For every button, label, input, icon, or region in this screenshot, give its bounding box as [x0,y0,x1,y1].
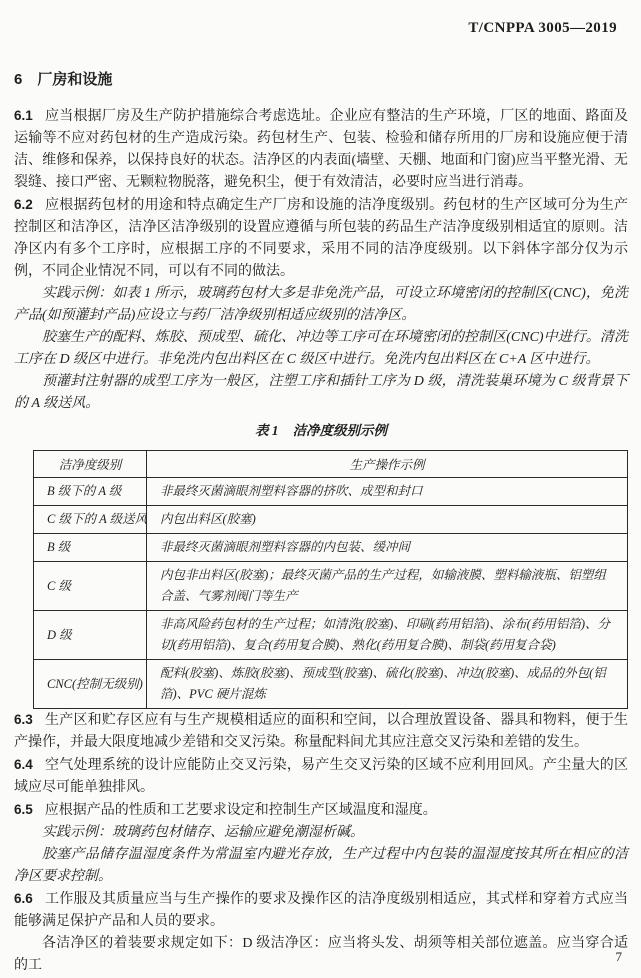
level-cell: C 级下的 A 级送风 [34,506,147,534]
dressing-requirements-paragraph: 各洁净区的着装要求规定如下：D 级洁净区：应当将头发、胡须等相关部位遮盖。应当穿合适的工 [14,936,628,973]
clause-number: 6.5 [14,802,33,817]
practice-example-paragraph: 实践示例：如表 1 所示，玻璃药包材大多是非免洗产品，可设立环境密闭的控制区(CNC)，免洗产品(如预灌封产品)应设立与药厂洁净级别相适应级别的洁净区。 [14,286,628,323]
clause-number: 6.3 [14,712,33,727]
practice-example-paragraph: 胶塞生产的配料、炼胶、预成型、硫化、冲边等工序可在环境密闭的控制区(CNC)中进行。清洗工序在 D 级区中进行。非免洗内包出料区在 C 级区中进行。免洗内包出料区在 C+A 区中进行。 [14,330,628,367]
clause-text: 应根据药包材的用途和特点确定生产厂房和设施的洁净度级别。药包材的生产区域可分为生产控制区和洁净区，洁净区洁净级别的设置应遵循与所包装的药品生产洁净度级别相适宜的原则。洁净区内有多个工序时，应根据工序的不同要求，采用不同的洁净度级别。以下斜体字部分仅为示例，不同企业情况不同，可以有不同的做法。 [14,198,628,279]
example-cell: 非最终灭菌滴眼剂塑料容器的内包装、缓冲间 [147,534,628,562]
table-caption-label: 表 1 [254,423,279,438]
level-cell: B 级 [34,534,147,562]
section-number: 6 [14,71,23,88]
clause-text: 工作服及其质量应当与生产操作的要求及操作区的洁净度级别相适应，其式样和穿着方式应当能够满足保护产品和人员的要求。 [14,892,628,929]
clause-number: 6.4 [14,757,33,772]
table-row [34,534,628,562]
table-row [34,506,628,534]
practice-example-paragraph: 胶塞产品储存温湿度条件为常温室内避光存放，生产过程中内包装的温湿度按其所在相应的洁净区要求控制。 [14,847,628,884]
column-header-level: 洁净度级别 [34,451,147,478]
table-row [34,478,628,506]
practice-example-paragraph: 实践示例：玻璃药包材储存、运输应避免潮湿析碱。 [42,825,364,840]
example-cell: 配料(胶塞)、炼胶(胶塞)、预成型(胶塞)、硫化(胶塞)、冲边(胶塞)、成品的外包(铝箔)、PVC 硬片混炼 [147,660,628,709]
clause-text: 空气处理系统的设计应能防止交叉污染，易产生交叉污染的区域不应利用回风。产尘量大的区域应尽可能单独排风。 [14,758,628,795]
table-header-row [34,451,628,478]
clause-text: 应根据产品的性质和工艺要求设定和控制生产区域温度和湿度。 [44,803,437,818]
clause-text: 生产区和贮存区应有与生产规模相适应的面积和空间，以合理放置设备、器具和物料，便于生产操作，并最大限度地减少差错和交叉污染。称量配料间尤其应注意交叉污染和差错的发生。 [14,713,628,750]
clause-number: 6.2 [14,197,33,212]
table-row [34,562,628,611]
clause-6-1 [14,105,628,194]
practice-example-paragraph: 预灌封注射器的成型工序为一般区，注塑工序和插针工序为 D 级，清洗装巢环境为 C 级背景下的 A 级送风。 [14,374,628,411]
column-header-example: 生产操作示例 [147,451,628,478]
clause-6-3 [14,709,628,754]
level-cell: CNC(控制无级别) [34,660,147,709]
cleanliness-level-table [33,450,628,709]
table-caption [14,421,628,441]
section-title: 厂房和设施 [37,71,113,88]
table-caption-title: 洁净度级别示例 [292,423,388,438]
example-cell: 非高风险药包材的生产过程；如清洗(胶塞)、印刷(药用铝箔)、涂布(药用铝箔)、分切(药用铝箔)、复合(药用复合膜)、熟化(药用复合膜)、制袋(药用复合袋) [147,611,628,660]
clause-6-6 [14,888,628,933]
clause-text: 应当根据厂房及生产防护措施综合考虑选址。企业应有整洁的生产环境，厂区的地面、路面及运输等不应对药包材的生产造成污染。药包材生产、包装、检验和储存所用的厂房和设施应便于清洁、维修和保养，以保持良好的状态。洁净区的内表面(墙壁、天棚、地面和门窗)应当平整光滑、无裂缝、接口严密、无颗粒物脱落，避免积尘，便于有效清洁，必要时应当进行消毒。 [14,109,628,190]
clause-number: 6.1 [14,108,33,123]
example-cell: 非最终灭菌滴眼剂塑料容器的挤吹、成型和封口 [147,478,628,506]
section-heading [14,70,628,90]
level-cell: C 级 [34,562,147,611]
clause-6-2 [14,194,628,283]
table-row [34,611,628,660]
clause-6-4 [14,754,628,799]
page-number: 7 [615,949,622,964]
standard-code-header: T/CNPPA 3005—2019 [468,20,617,36]
table-row [34,660,628,709]
level-cell: B 级下的 A 级 [34,478,147,506]
clause-6-5 [14,799,628,822]
clause-number: 6.6 [14,891,33,906]
level-cell: D 级 [34,611,147,660]
example-cell: 内包出料区(胶塞) [147,506,628,534]
example-cell: 内包非出料区(胶塞)；最终灭菌产品的生产过程，如输液膜、塑料输液瓶、铝塑组合盖、气雾剂阀门等生产 [147,562,628,611]
